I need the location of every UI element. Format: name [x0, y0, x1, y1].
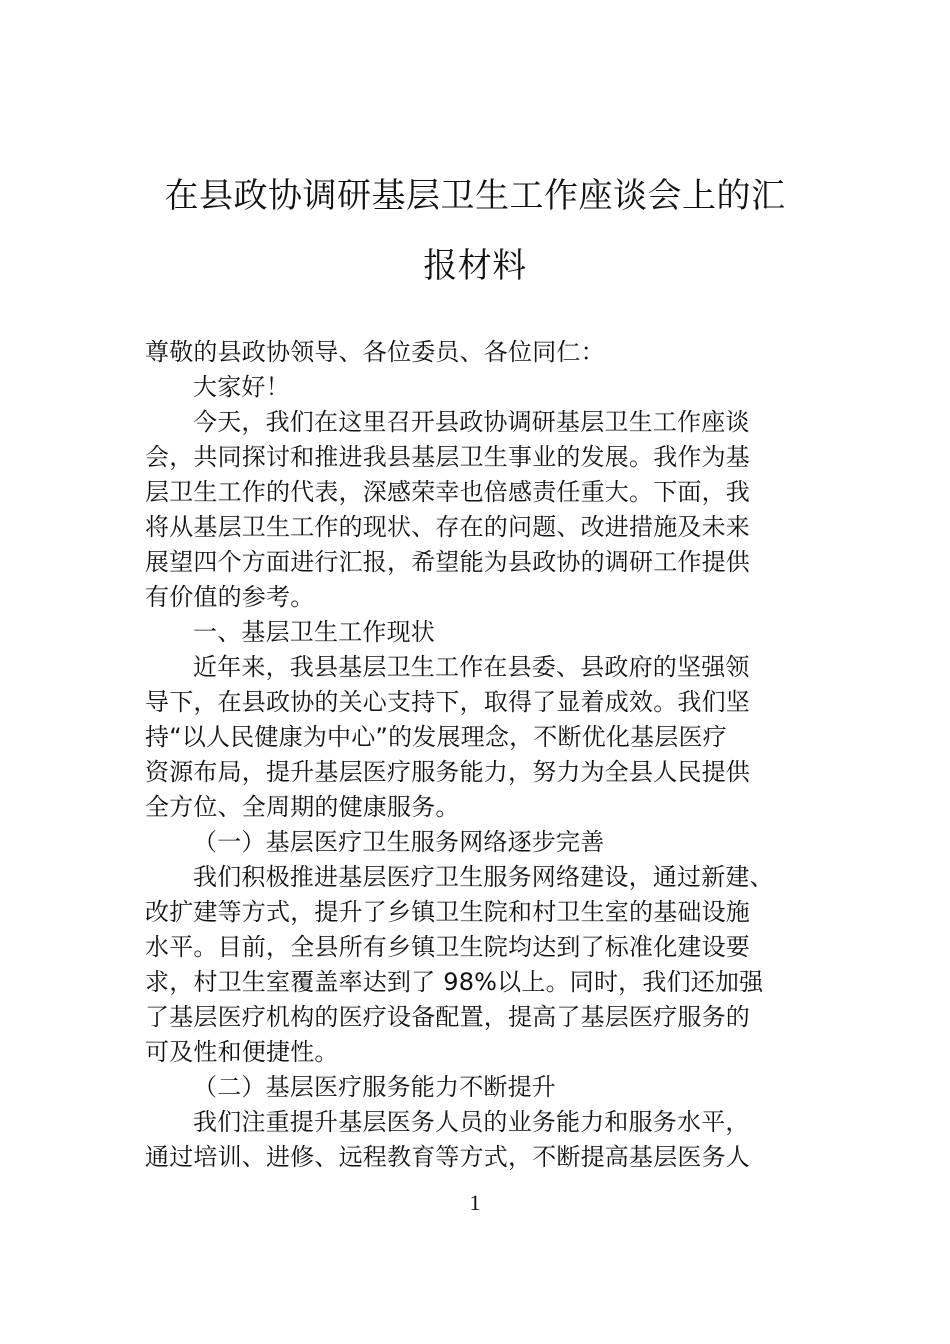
subsection-heading-2: （二）基层医疗服务能力不断提升	[193, 1073, 556, 1101]
paragraph-intro-line: 今天，我们在这里召开县政协调研基层卫生工作座谈	[193, 408, 750, 436]
paragraph-network-line: 可及性和便捷性。	[145, 1038, 339, 1066]
paragraph-intro-line: 层卫生工作的代表，深感荣幸也倍感责任重大。下面，我	[145, 478, 750, 506]
paragraph-status-line: 资源布局，提升基层医疗服务能力，努力为全县人民提供	[145, 758, 750, 786]
paragraph-status-line: 导下，在县政协的关心支持下，取得了显着成效。我们坚	[145, 688, 750, 716]
paragraph-network-line: 了基层医疗机构的医疗设备配置，提高了基层医疗服务的	[145, 1003, 750, 1031]
paragraph-capability-line: 我们注重提升基层医务人员的业务能力和服务水平，	[193, 1108, 750, 1136]
paragraph-status-line: 近年来，我县基层卫生工作在县委、县政府的坚强领	[193, 653, 750, 681]
paragraph-intro-line: 会，共同探讨和推进我县基层卫生事业的发展。我作为基	[145, 443, 750, 471]
paragraph-status-line: 持“以人民健康为中心”的发展理念，不断优化基层医疗	[145, 723, 727, 751]
paragraph-intro-line: 有价值的参考。	[145, 583, 315, 611]
subsection-heading-1: （一）基层医疗卫生服务网络逐步完善	[193, 828, 605, 856]
section-heading-1: 一、基层卫生工作现状	[193, 618, 435, 646]
document-body	[145, 335, 817, 1175]
salutation: 尊敬的县政协领导、各位委员、各位同仁：	[145, 338, 605, 366]
page-number: 1	[469, 1190, 481, 1215]
greeting: 大家好！	[193, 373, 290, 401]
paragraph-capability-line: 通过培训、进修、远程教育等方式，不断提高基层医务人	[145, 1143, 750, 1171]
document-title-line-1: 在县政协调研基层卫生工作座谈会上的汇	[164, 176, 786, 216]
paragraph-network-line: 求，村卫生室覆盖率达到了 98%以上。同时，我们还加强	[145, 968, 764, 996]
paragraph-network-line: 我们积极推进基层医疗卫生服务网络建设，通过新建、	[193, 863, 774, 891]
document-title-line-2: 报材料	[423, 246, 527, 286]
paragraph-intro-line: 展望四个方面进行汇报，希望能为县政协的调研工作提供	[145, 548, 750, 576]
paragraph-status-line: 全方位、全周期的健康服务。	[145, 793, 460, 821]
paragraph-network-line: 改扩建等方式，提升了乡镇卫生院和村卫生室的基础设施	[145, 898, 750, 926]
paragraph-intro-line: 将从基层卫生工作的现状、存在的问题、改进措施及未来	[145, 513, 750, 541]
paragraph-network-line: 水平。目前，全县所有乡镇卫生院均达到了标准化建设要	[145, 933, 750, 961]
